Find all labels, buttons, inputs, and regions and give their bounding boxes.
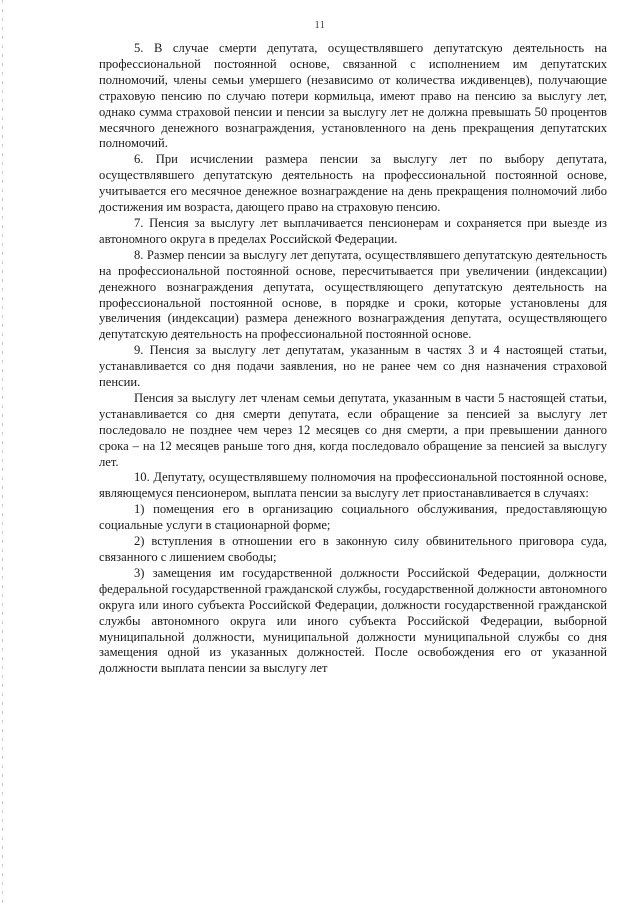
list-item-2: 2) вступления в отношении его в законную силу обвинительного приговора суда, связанного с лишением свободы;: [99, 534, 607, 564]
page-number: 11: [314, 20, 326, 31]
paragraph-part-6: 6. При исчислении размера пенсии за выслугу лет по выбору депутата, осуществлявшего депутатскую деятельность на профессиональной постоянной основе, учитывается его месячное денежное вознаграждение на день прекращения полномочий либо достижения им возраста, дающего право на страховую пенсию.: [99, 152, 607, 215]
document-body: [99, 41, 607, 677]
list-item-3: 3) замещения им государственной должности Российской Федерации, должности федеральной государственной гражданской службы, государственной должности автономного округа или иного субъекта Российской Федерации, должности государственной гражданской службы автономного округа или иного субъекта Российской Федерации, выборной муниципальной должности, муниципальной должности муниципальной службы со дня замещения одной из указанных должностей. После освобождения его от указанной должности выплата пенсии за выслугу лет: [99, 565, 607, 676]
list-item-1: 1) помещения его в организацию социального обслуживания, предоставляющую социальные услуги в стационарной форме;: [99, 502, 607, 533]
scan-margin-mark: [2, 0, 3, 905]
paragraph-part-7: 7. Пенсия за выслугу лет выплачивается пенсионерам и сохраняется при выезде из автономного округа в пределах Российской Федерации.: [99, 215, 607, 246]
paragraph-part-10: 10. Депутату, осуществлявшему полномочия на профессиональной постоянной основе, являющемуся пенсионером, выплата пенсии за выслугу лет приостанавливается в случаях:: [99, 470, 607, 501]
paragraph-part-9-family: Пенсия за выслугу лет членам семьи депутата, указанным в части 5 настоящей статьи, устанавливается со дня смерти депутата, если обращение за пенсией за выслугу лет последовало не позднее чем через 12 месяцев со дня смерти, а при превышении данного срока – на 12 месяцев раньше того дня, когда последовало обращение за пенсией за выслугу лет.: [99, 390, 607, 469]
paragraph-part-8: 8. Размер пенсии за выслугу лет депутата, осуществлявшего депутатскую деятельность на профессиональной постоянной основе, пересчитывается при увеличении (индексации) денежного вознаграждения депутата, осуществляющего депутатскую деятельность на профессиональной постоянной основе, в порядке и сроки, которые установлены для увеличения (индексации) размера денежного вознаграждения депутата, осуществляющего депутатскую деятельность на профессиональной постоянной основе.: [99, 247, 607, 342]
paragraph-part-5: 5. В случае смерти депутата, осуществлявшего депутатскую деятельность на профессиональной постоянной основе, связанной с исполнением им депутатских полномочий, члены семьи умершего (независимо от количества иждивенцев), получающие страховую пенсию по случаю потери кормильца, имеют право на пенсию за выслугу лет, однако сумма страховой пенсии и пенсии за выслугу лет не должна превышать 50 процентов месячного денежного вознаграждения, установленного на день прекращения депутатских полномочий.: [99, 41, 607, 151]
paragraph-part-9: 9. Пенсия за выслугу лет депутатам, указанным в частях 3 и 4 настоящей статьи, устанавливается со дня подачи заявления, но не ранее чем со дня назначения страховой пенсии.: [99, 343, 607, 390]
